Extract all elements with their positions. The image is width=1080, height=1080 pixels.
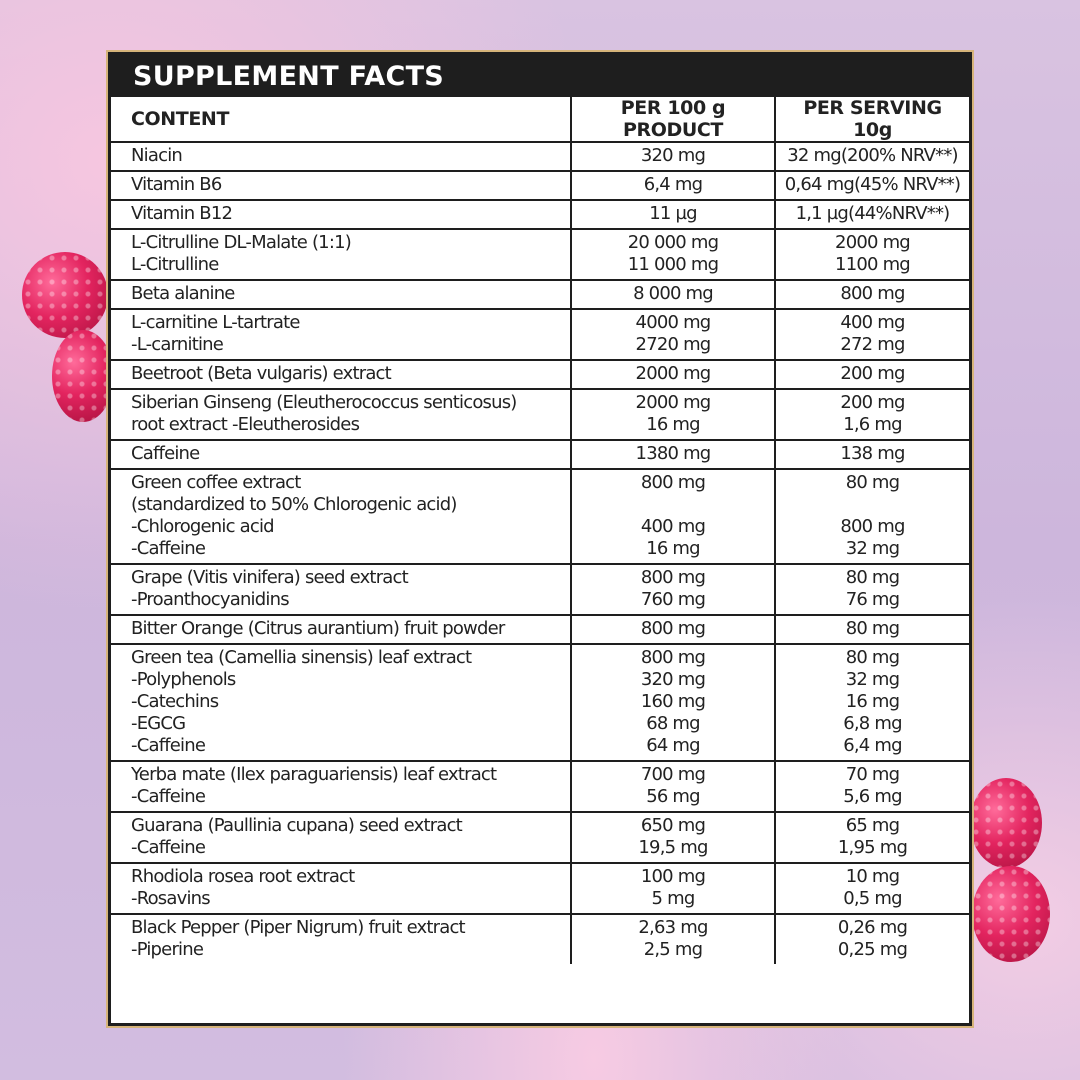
ingredient-line: -EGCG	[131, 713, 186, 734]
ingredient-cell	[111, 761, 571, 812]
per-100g-line: 100 mg	[640, 866, 706, 887]
per-100g-line: 16 mg	[646, 414, 700, 435]
per-100g-line: 68 mg	[646, 713, 700, 734]
per-serving-cell	[775, 914, 969, 964]
per-serving-cell	[775, 280, 969, 309]
per-serving-line: 272 mg	[840, 334, 905, 355]
per-serving-line: 16 mg	[845, 691, 900, 712]
per-100g-line	[574, 494, 772, 516]
per-serving-line: 80 mg	[845, 472, 900, 493]
raspberry-decoration-right-top	[970, 778, 1042, 868]
per-serving-line: 65 mg	[845, 815, 900, 836]
ingredient-cell	[111, 171, 571, 200]
table-row	[111, 200, 969, 229]
raspberry-decoration-right-bottom	[972, 866, 1050, 962]
table-row	[111, 280, 969, 309]
per-serving-line: 1100 mg	[835, 254, 910, 275]
per-serving-line: 32 mg	[845, 669, 900, 690]
ingredient-line: -L-carnitine	[131, 334, 224, 355]
ingredient-line: Bitter Orange (Citrus aurantium) fruit powder	[131, 618, 505, 639]
per-100g-line: 800 mg	[640, 647, 706, 668]
ingredient-cell	[111, 644, 571, 761]
per-serving-line: 70 mg	[845, 764, 900, 785]
ingredient-line: -Caffeine	[131, 538, 206, 559]
per-100g-line: 2000 mg	[635, 392, 711, 413]
per-serving-line: 200 mg	[840, 392, 905, 413]
supplement-facts-title: SUPPLEMENT FACTS	[111, 55, 969, 97]
ingredient-line: Vitamin B6	[131, 174, 222, 195]
per-serving-line: 80 mg	[845, 567, 900, 588]
per-serving-line: 0,25 mg	[837, 939, 908, 960]
per-100g-cell	[571, 615, 775, 644]
ingredient-line: (standardized to 50% Chlorogenic acid)	[131, 494, 457, 515]
per-serving-line: 1,6 mg	[843, 414, 902, 435]
per-serving-cell	[775, 615, 969, 644]
supplement-facts-panel	[108, 52, 972, 1026]
per-serving-cell	[775, 644, 969, 761]
raspberry-decoration-left-bottom	[52, 330, 114, 422]
ingredient-cell	[111, 309, 571, 360]
per-100g-line: 20 000 mg	[627, 232, 719, 253]
per-serving-line: 6,4 mg	[843, 735, 902, 756]
table-row	[111, 812, 969, 863]
per-serving-line: 400 mg	[840, 312, 905, 333]
table-row	[111, 644, 969, 761]
ingredient-line: L-carnitine L-tartrate	[131, 312, 300, 333]
ingredient-line: root extract -Eleutherosides	[131, 414, 360, 435]
per-100g-line: 64 mg	[646, 735, 700, 756]
per-serving-cell	[775, 309, 969, 360]
table-row	[111, 564, 969, 615]
per-100g-cell	[571, 469, 775, 564]
per-100g-cell	[571, 171, 775, 200]
per-100g-cell	[571, 812, 775, 863]
per-serving-line: 32 mg	[845, 538, 900, 559]
per-serving-line: 2000 mg	[835, 232, 910, 253]
ingredient-line: Grape (Vitis vinifera) seed extract	[131, 567, 408, 588]
ingredient-line: Green coffee extract	[131, 472, 301, 493]
ingredient-cell	[111, 863, 571, 914]
table-row	[111, 761, 969, 812]
ingredient-line: Siberian Ginseng (Eleutherococcus senticosus)	[131, 392, 517, 413]
per-100g-line: 160 mg	[640, 691, 706, 712]
ingredient-cell	[111, 812, 571, 863]
ingredient-cell	[111, 440, 571, 469]
per-100g-line: 320 mg	[640, 669, 706, 690]
table-row	[111, 863, 969, 914]
ingredient-line: L-Citrulline	[131, 254, 219, 275]
table-row	[111, 469, 969, 564]
table-row	[111, 615, 969, 644]
per-serving-cell	[775, 200, 969, 229]
per-100g-line: 400 mg	[640, 516, 706, 537]
per-serving-cell	[775, 360, 969, 389]
per-100g-cell	[571, 863, 775, 914]
ingredient-line: Beta alanine	[131, 283, 235, 304]
ingredient-line: -Proanthocyanidins	[131, 589, 289, 610]
per-serving-line: 0,64 mg(45% NRV**)	[784, 174, 961, 195]
ingredient-line: L-Citrulline DL-Malate (1:1)	[131, 232, 351, 253]
table-row	[111, 229, 969, 280]
table-row	[111, 389, 969, 440]
ingredient-cell	[111, 469, 571, 564]
ingredient-cell	[111, 914, 571, 964]
per-100g-line: 4000 mg	[635, 312, 711, 333]
header-content: CONTENT	[111, 97, 571, 142]
table-row	[111, 360, 969, 389]
per-100g-cell	[571, 389, 775, 440]
per-serving-line: 138 mg	[840, 443, 905, 464]
per-100g-line: 800 mg	[640, 618, 706, 639]
ingredient-line: -Polyphenols	[131, 669, 236, 690]
per-serving-cell	[775, 469, 969, 564]
per-100g-line: 19,5 mg	[638, 837, 708, 858]
ingredient-line: Yerba mate (Ilex paraguariensis) leaf extract	[131, 764, 497, 785]
table-row	[111, 440, 969, 469]
header-per-serving: PER SERVING 10g	[775, 97, 969, 142]
per-100g-cell	[571, 309, 775, 360]
per-100g-cell	[571, 280, 775, 309]
per-100g-cell	[571, 200, 775, 229]
table-row	[111, 171, 969, 200]
per-serving-cell	[775, 761, 969, 812]
per-serving-line: 10 mg	[845, 866, 900, 887]
per-serving-line: 1,1 µg(44%NRV**)	[795, 203, 950, 224]
ingredient-cell	[111, 615, 571, 644]
per-serving-cell	[775, 863, 969, 914]
per-100g-line: 11 000 mg	[627, 254, 719, 275]
per-100g-line: 2720 mg	[635, 334, 711, 355]
per-100g-line: 2,5 mg	[643, 939, 703, 960]
table-row	[111, 309, 969, 360]
ingredient-line: Green tea (Camellia sinensis) leaf extract	[131, 647, 472, 668]
per-100g-cell	[571, 440, 775, 469]
per-100g-cell	[571, 644, 775, 761]
per-serving-line: 800 mg	[840, 516, 905, 537]
per-100g-line: 320 mg	[640, 145, 706, 166]
per-serving-cell	[775, 812, 969, 863]
per-serving-line: 5,6 mg	[843, 786, 902, 807]
supplement-facts-table	[111, 97, 969, 964]
header-per-100g: PER 100 g PRODUCT	[571, 97, 775, 142]
per-100g-cell	[571, 564, 775, 615]
per-serving-line: 32 mg(200% NRV**)	[787, 145, 958, 166]
raspberry-decoration-left-top	[22, 252, 108, 338]
ingredient-cell	[111, 389, 571, 440]
per-serving-line: 76 mg	[845, 589, 900, 610]
per-100g-cell	[571, 142, 775, 171]
ingredient-line: -Rosavins	[131, 888, 210, 909]
ingredient-line: -Chlorogenic acid	[131, 516, 274, 537]
per-serving-line: 6,8 mg	[843, 713, 902, 734]
per-100g-line: 56 mg	[646, 786, 700, 807]
table-row	[111, 142, 969, 171]
per-serving-line: 800 mg	[840, 283, 905, 304]
ingredient-line: Vitamin B12	[131, 203, 233, 224]
ingredient-line: -Caffeine	[131, 786, 206, 807]
per-serving-cell	[775, 142, 969, 171]
ingredient-cell	[111, 142, 571, 171]
per-100g-line: 2000 mg	[635, 363, 711, 384]
ingredient-line: Beetroot (Beta vulgaris) extract	[131, 363, 391, 384]
per-serving-line: 0,5 mg	[843, 888, 902, 909]
per-100g-line: 1380 mg	[635, 443, 711, 464]
per-serving-line: 80 mg	[845, 618, 900, 639]
per-100g-line: 16 mg	[646, 538, 700, 559]
per-serving-line: 200 mg	[840, 363, 905, 384]
per-serving-cell	[775, 440, 969, 469]
ingredient-line: Caffeine	[131, 443, 200, 464]
table-body	[111, 142, 969, 964]
per-100g-line: 800 mg	[640, 567, 706, 588]
ingredient-line: -Catechins	[131, 691, 219, 712]
ingredient-line: -Caffeine	[131, 837, 206, 858]
per-100g-cell	[571, 360, 775, 389]
per-100g-line: 800 mg	[640, 472, 706, 493]
per-serving-cell	[775, 389, 969, 440]
per-100g-cell	[571, 761, 775, 812]
ingredient-cell	[111, 360, 571, 389]
per-serving-line: 1,95 mg	[837, 837, 908, 858]
ingredient-line: -Piperine	[131, 939, 204, 960]
per-100g-line: 6,4 mg	[643, 174, 703, 195]
per-100g-line: 2,63 mg	[638, 917, 708, 938]
ingredient-cell	[111, 229, 571, 280]
per-100g-line: 11 µg	[649, 203, 697, 224]
per-100g-line: 5 mg	[651, 888, 695, 909]
per-100g-line: 700 mg	[640, 764, 706, 785]
ingredient-line: -Caffeine	[131, 735, 206, 756]
per-100g-line: 650 mg	[640, 815, 706, 836]
ingredient-cell	[111, 564, 571, 615]
ingredient-line: Black Pepper (Piper Nigrum) fruit extract	[131, 917, 465, 938]
per-100g-line: 8 000 mg	[633, 283, 713, 304]
per-serving-line: 80 mg	[845, 647, 900, 668]
ingredient-line: Niacin	[131, 145, 183, 166]
per-100g-line: 760 mg	[640, 589, 706, 610]
ingredient-line: Rhodiola rosea root extract	[131, 866, 355, 887]
per-100g-cell	[571, 229, 775, 280]
per-serving-cell	[775, 564, 969, 615]
per-serving-line	[778, 494, 967, 516]
table-row	[111, 914, 969, 964]
ingredient-cell	[111, 280, 571, 309]
per-serving-cell	[775, 229, 969, 280]
per-serving-line: 0,26 mg	[837, 917, 908, 938]
ingredient-cell	[111, 200, 571, 229]
per-100g-cell	[571, 914, 775, 964]
table-header-row	[111, 97, 969, 142]
ingredient-line: Guarana (Paullinia cupana) seed extract	[131, 815, 462, 836]
per-serving-cell	[775, 171, 969, 200]
